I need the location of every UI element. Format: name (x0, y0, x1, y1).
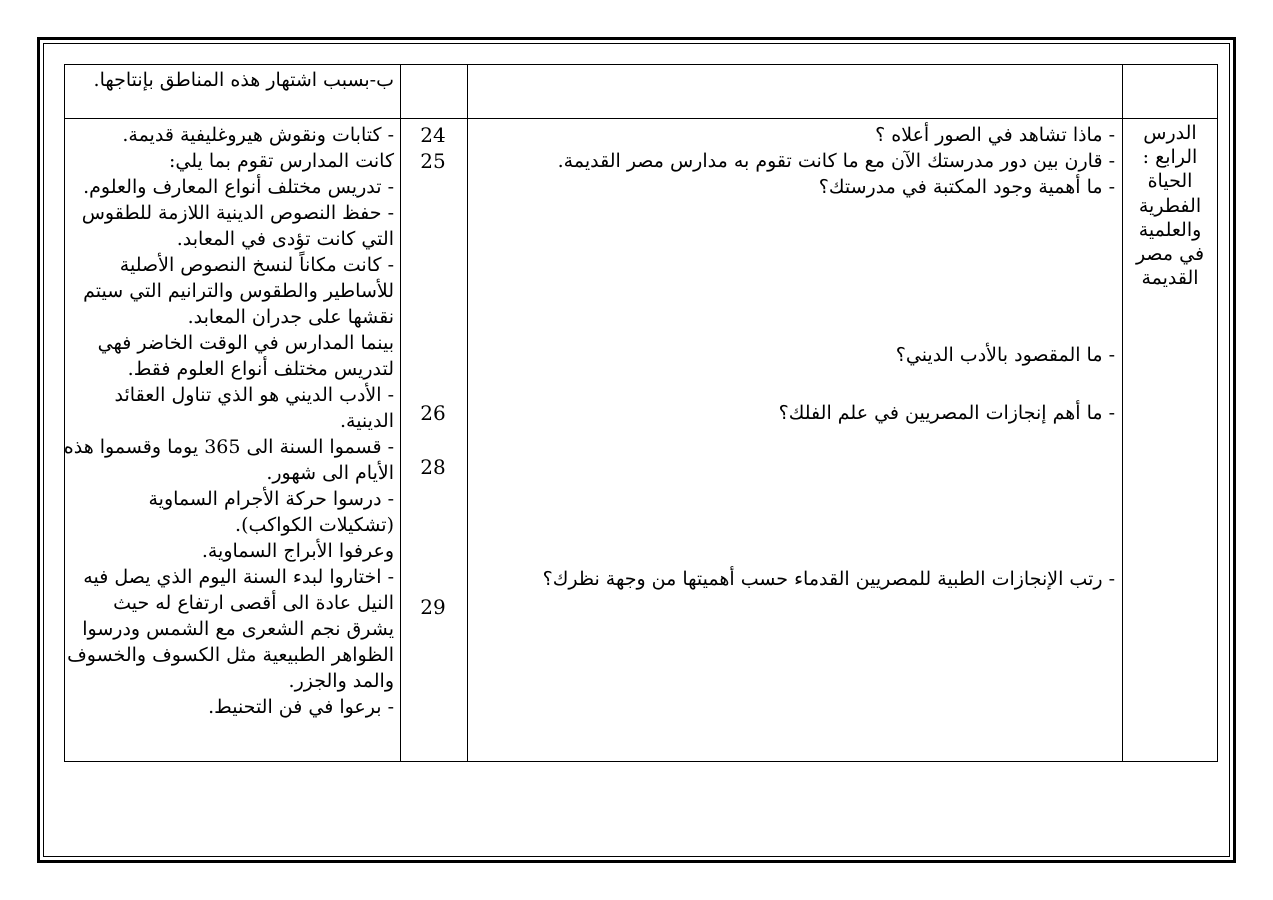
questions-cell (467, 118, 1123, 762)
answer-line: - كانت مكاناً لنسخ النصوص الأصلية (119, 254, 394, 276)
question-item: - ما أهمية وجود المكتبة في مدرستك؟ (818, 176, 1115, 198)
answer-line: يشرق نجم الشعرى مع الشمس ودرسوا (82, 618, 394, 640)
lesson-title-line: الفطرية (1138, 194, 1202, 217)
question-item: - رتب الإنجازات الطبية للمصريين القدماء حسب أهميتها من وجهة نظرك؟ (542, 568, 1115, 590)
answer-line: وعرفوا الأبراج السماوية. (201, 540, 394, 562)
lesson-title-line: الحياة (1147, 170, 1193, 193)
answer-line: - قسموا السنة الى 365 يوما وقسموا هذه (63, 436, 394, 458)
lesson-title-line: الدرس (1143, 122, 1197, 144)
row1-title-cell (1122, 64, 1218, 119)
row1-answer-text: ب-بسبب اشتهار هذه المناطق بإنتاجها. (93, 69, 394, 91)
question-item: - ما أهم إنجازات المصريين في علم الفلك؟ (778, 402, 1115, 424)
lesson-title-line: والعلمية (1138, 218, 1202, 241)
question-item: - ما المقصود بالأدب الديني؟ (895, 344, 1115, 366)
answer-line: - حفظ النصوص الدينية اللازمة للطقوس (81, 202, 394, 224)
answer-line: - تدريس مختلف أنواع المعارف والعلوم. (83, 176, 394, 198)
page-number: 24 (420, 123, 446, 147)
page-number: 28 (420, 455, 446, 479)
answer-line: الأيام الى شهور. (266, 462, 394, 484)
answer-line: الظواهر الطبيعية مثل الكسوف والخسوف (67, 644, 394, 666)
answer-line: - الأدب الديني هو الذي تناول العقائد (114, 384, 394, 406)
lesson-title-line: في مصر (1135, 242, 1205, 265)
page-number: 29 (420, 595, 446, 619)
page-number: 25 (420, 149, 446, 173)
lesson-title-line: القديمة (1141, 267, 1199, 290)
answer-line: - كتابات ونقوش هيروغليفية قديمة. (122, 124, 394, 146)
row1-question-cell (467, 64, 1123, 119)
answer-line: - درسوا حركة الأجرام السماوية (148, 488, 394, 510)
answer-line: - برعوا في فن التحنيط. (208, 696, 394, 718)
page-number: 26 (420, 401, 446, 425)
answer-line: الدينية. (339, 410, 394, 432)
answers-text (64, 122, 394, 720)
row1-page-cell (400, 64, 468, 119)
answer-line: نقشها على جدران المعابد. (187, 306, 394, 328)
answer-line: بينما المدارس في الوقت الخاضر فهي (97, 332, 394, 354)
lesson-title (1125, 121, 1215, 290)
answer-line: للأساطير والطقوس والترانيم التي سيتم (83, 280, 394, 302)
lesson-title-line: الرابع : (1142, 146, 1198, 169)
answer-line: النيل عادة الى أقصى ارتفاع له حيث (113, 592, 394, 614)
answer-line: لتدريس مختلف أنواع العلوم فقط. (127, 358, 394, 380)
question-item: - ماذا تشاهد في الصور أعلاه ؟ (875, 124, 1115, 146)
question-item: - قارن بين دور مدرستك الآن مع ما كانت تقوم به مدارس مصر القديمة. (557, 150, 1115, 172)
answer-line: - اختاروا لبدء السنة اليوم الذي يصل فيه (83, 566, 394, 588)
answer-line: (تشكيلات الكواكب). (235, 514, 394, 536)
answer-line: والمد والجزر. (288, 670, 394, 692)
answer-line: كانت المدارس تقوم بما يلي: (169, 150, 394, 172)
pages-cell (400, 118, 468, 762)
answer-line: التي كانت تؤدى في المعابد. (176, 228, 394, 250)
